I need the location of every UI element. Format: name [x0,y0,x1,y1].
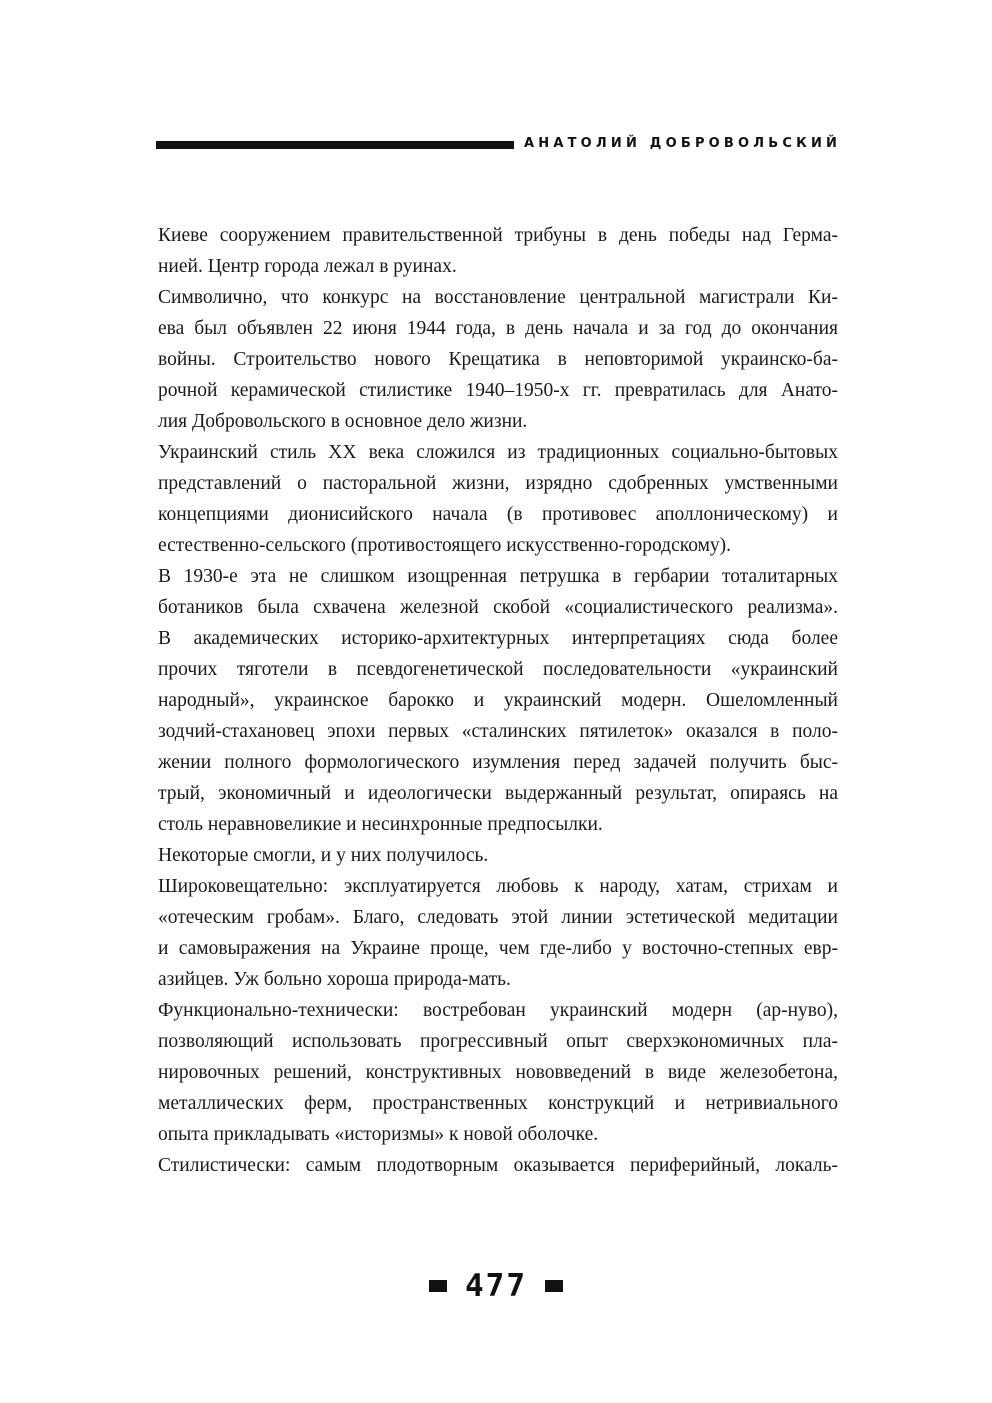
text-line: Функционально-технически: востребован украинский модерн (ар-нуво), [158,1000,838,1021]
text-line: народный», украинское барокко и украинский модерн. Ошеломленный [158,690,838,711]
text-line: Стилистически: самым плодотворным оказывается периферийный, локаль- [158,1155,838,1176]
text-line: ева был объявлен 22 июня 1944 года, в день начала и за год до окончания [158,318,838,339]
text-line: Некоторые смогли, и у них получилось. [158,845,489,866]
text-line: «отеческим гробам». Благо, следовать этой линии эстетической медитации [158,907,838,928]
left-square-ornament [429,1280,447,1292]
text-line: В академических историко-архитектурных интерпретациях сюда более [158,628,838,649]
text-line: рочной керамической стилистике 1940–1950-х гг. превратилась для Анато- [158,380,838,401]
text-line: столь неравновеликие и несинхронные предпосылки. [158,814,603,835]
text-line: ботаников была схвачена железной скобой «социалистического реализма». [158,597,838,618]
text-line: Символично, что конкурс на восстановление центральной магистрали Ки- [158,287,838,308]
text-line: В 1930-е эта не слишком изощренная петрушка в гербарии тоталитарных [158,566,838,587]
text-line: и самовыражения на Украине проще, чем где-либо у восточно-степных евр- [158,938,838,959]
text-line: концепциями дионисийского начала (в противовес аполлоническому) и [158,504,838,525]
text-line: естественно-сельского (противостоящего искусственно-городскому). [158,535,732,556]
body-text [158,220,838,1181]
text-line: Киеве сооружением правительственной трибуны в день победы над Герма- [158,225,838,246]
page-number: 477 [465,1268,527,1304]
text-line: прочих тяготели в псевдогенетической последовательности «украинский [158,659,838,680]
text-line: Украинский стиль XX века сложился из традиционных социально-бытовых [158,442,838,463]
text-line: позволяющий использовать прогрессивный опыт сверхэкономичных пла- [158,1031,838,1052]
text-line: нией. Центр города лежал в руинах. [158,256,457,277]
folio [429,1268,563,1304]
text-line: зодчий-стахановец эпохи первых «сталинских пятилеток» оказался в поло- [158,721,838,742]
text-line: трый, экономичный и идеологически выдержанный результат, опираясь на [158,783,838,804]
text-line: опыта прикладывать «историзмы» к новой оболочке. [158,1124,599,1145]
right-square-ornament [545,1280,563,1292]
text-line: металлических ферм, пространственных конструкций и нетривиального [158,1093,838,1114]
text-line: азийцев. Уж больно хороша природа-мать. [158,969,511,990]
text-line: войны. Строительство нового Крещатика в неповторимой украинско-ба- [158,349,838,370]
running-header-author: АНАТОЛИЙ ДОБРОВОЛЬСКИЙ [524,136,842,151]
text-line: Широковещательно: эксплуатируется любовь к народу, хатам, стрихам и [158,876,838,897]
text-line: жении полного формологического изумления перед задачей получить быс- [158,752,838,773]
text-line: представлений о пасторальной жизни, изрядно сдобренных умственными [158,473,838,494]
page-footer [0,1268,992,1304]
text-line: нировочных решений, конструктивных нововведений в виде железобетона, [158,1062,838,1083]
header-rule [156,141,514,149]
text-line: лия Добровольского в основное дело жизни. [158,411,528,432]
